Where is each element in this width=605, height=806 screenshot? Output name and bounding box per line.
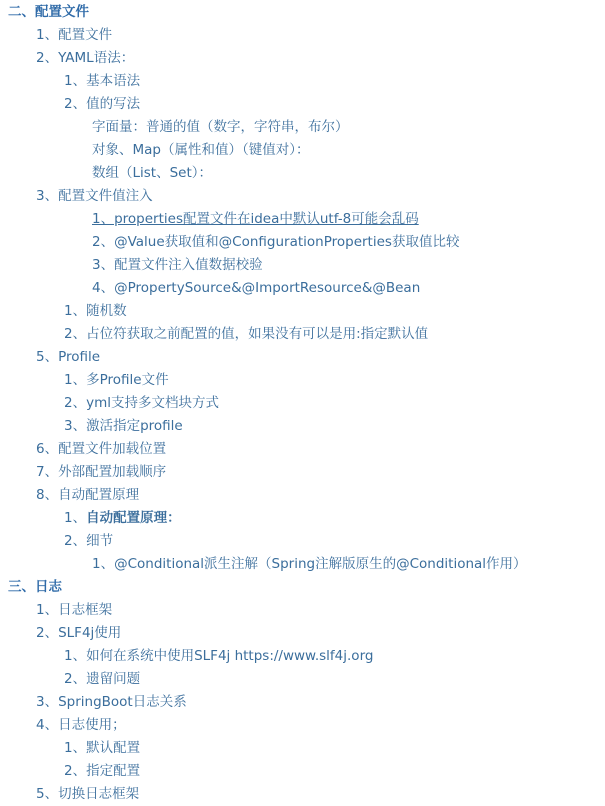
toc-item[interactable] — [36, 47, 134, 70]
toc-item[interactable] — [36, 461, 166, 484]
toc-item-label: 3、激活指定profile — [64, 418, 183, 434]
toc-item-label: 2、YAML语法： — [36, 50, 135, 66]
toc-item[interactable] — [64, 507, 181, 530]
toc-item[interactable] — [64, 323, 428, 346]
toc-item[interactable] — [36, 185, 153, 208]
toc-item-label: 6、配置文件加载位置 — [36, 441, 167, 457]
toc-item[interactable] — [64, 760, 140, 783]
toc-item[interactable] — [36, 346, 100, 369]
toc-item[interactable] — [64, 369, 169, 392]
toc-item[interactable] — [64, 300, 127, 323]
toc-item-label: 4、@PropertySource&@ImportResource&@Bean — [92, 280, 421, 296]
toc-item-label: 3、配置文件值注入 — [36, 188, 153, 204]
toc-item[interactable] — [36, 691, 187, 714]
toc-item-label: 1、@Conditional派生注解（Spring注解版原生的@Conditional作用） — [92, 556, 527, 572]
toc-item — [92, 162, 212, 185]
toc-item-label: 2、@Value获取值和@ConfigurationProperties获取值比较 — [92, 234, 460, 250]
toc-item-label: 8、自动配置原理 — [36, 487, 140, 503]
toc-item-label: 2、指定配置 — [64, 763, 141, 779]
toc-item-label-bold: 自动配置原理： — [86, 510, 181, 526]
toc-item-label: 字面量：普通的值（数字，字符串，布尔） — [92, 119, 349, 135]
toc-section-heading[interactable] — [8, 576, 62, 599]
toc-section-heading[interactable] — [8, 1, 89, 24]
toc-item[interactable] — [36, 484, 139, 507]
toc-item-label: 二、配置文件 — [8, 4, 89, 20]
toc-item-label: 1、随机数 — [64, 303, 127, 319]
toc-item[interactable] — [64, 415, 183, 438]
toc-item[interactable] — [64, 70, 140, 93]
toc-item-label: 4、日志使用； — [36, 717, 126, 733]
toc-item-label: 5、Profile — [36, 349, 101, 365]
toc-item[interactable] — [92, 277, 420, 300]
toc-item-label: 1、 — [64, 510, 87, 526]
toc-item-label: 三、日志 — [8, 579, 62, 595]
toc-item[interactable] — [92, 208, 419, 231]
toc-item[interactable] — [36, 599, 112, 622]
toc-item-label: 2、细节 — [64, 533, 114, 549]
toc-item-label: 1、基本语法 — [64, 73, 141, 89]
toc-item-label: 2、值的写法 — [64, 96, 141, 112]
toc-item[interactable] — [64, 392, 219, 415]
toc-item[interactable] — [36, 24, 112, 47]
toc-item[interactable] — [64, 530, 113, 553]
toc-item[interactable] — [36, 438, 166, 461]
toc-item[interactable] — [64, 668, 140, 691]
toc-item-label: 5、切换日志框架 — [36, 786, 140, 802]
toc-item-label: 1、如何在系统中使用SLF4j https://www.slf4j.org — [64, 648, 374, 664]
toc-item-label: 7、外部配置加载顺序 — [36, 464, 167, 480]
toc-item-label: 2、SLF4j使用 — [36, 625, 122, 641]
toc-item-label: 3、配置文件注入值数据校验 — [92, 257, 263, 273]
toc-item-label: 1、多Profile文件 — [64, 372, 169, 388]
toc-item[interactable] — [64, 645, 373, 668]
toc-item-label: 1、日志框架 — [36, 602, 113, 618]
toc-item[interactable] — [92, 553, 527, 576]
toc-item-label: 1、配置文件 — [36, 27, 113, 43]
toc-item — [92, 139, 310, 162]
toc-item[interactable] — [64, 93, 140, 116]
toc-item-label: 2、遗留问题 — [64, 671, 141, 687]
toc-item-label: 数组（List、Set）： — [92, 165, 213, 181]
toc-item-label: 1、默认配置 — [64, 740, 141, 756]
toc-item[interactable] — [64, 737, 140, 760]
toc-item-label: 1、properties配置文件在idea中默认utf-8可能会乱码 — [92, 211, 419, 227]
toc-item-label: 2、yml支持多文档块方式 — [64, 395, 219, 411]
toc-item[interactable] — [36, 622, 121, 645]
toc-item[interactable] — [36, 714, 126, 737]
toc-item — [92, 116, 349, 139]
toc-item[interactable] — [36, 783, 139, 806]
toc-item[interactable] — [92, 254, 263, 277]
toc-item-label: 对象、Map（属性和值）（键值对）： — [92, 142, 310, 158]
toc-item-label: 3、SpringBoot日志关系 — [36, 694, 187, 710]
toc-item-label: 2、占位符获取之前配置的值，如果没有可以是用:指定默认值 — [64, 326, 429, 342]
toc-item[interactable] — [92, 231, 459, 254]
